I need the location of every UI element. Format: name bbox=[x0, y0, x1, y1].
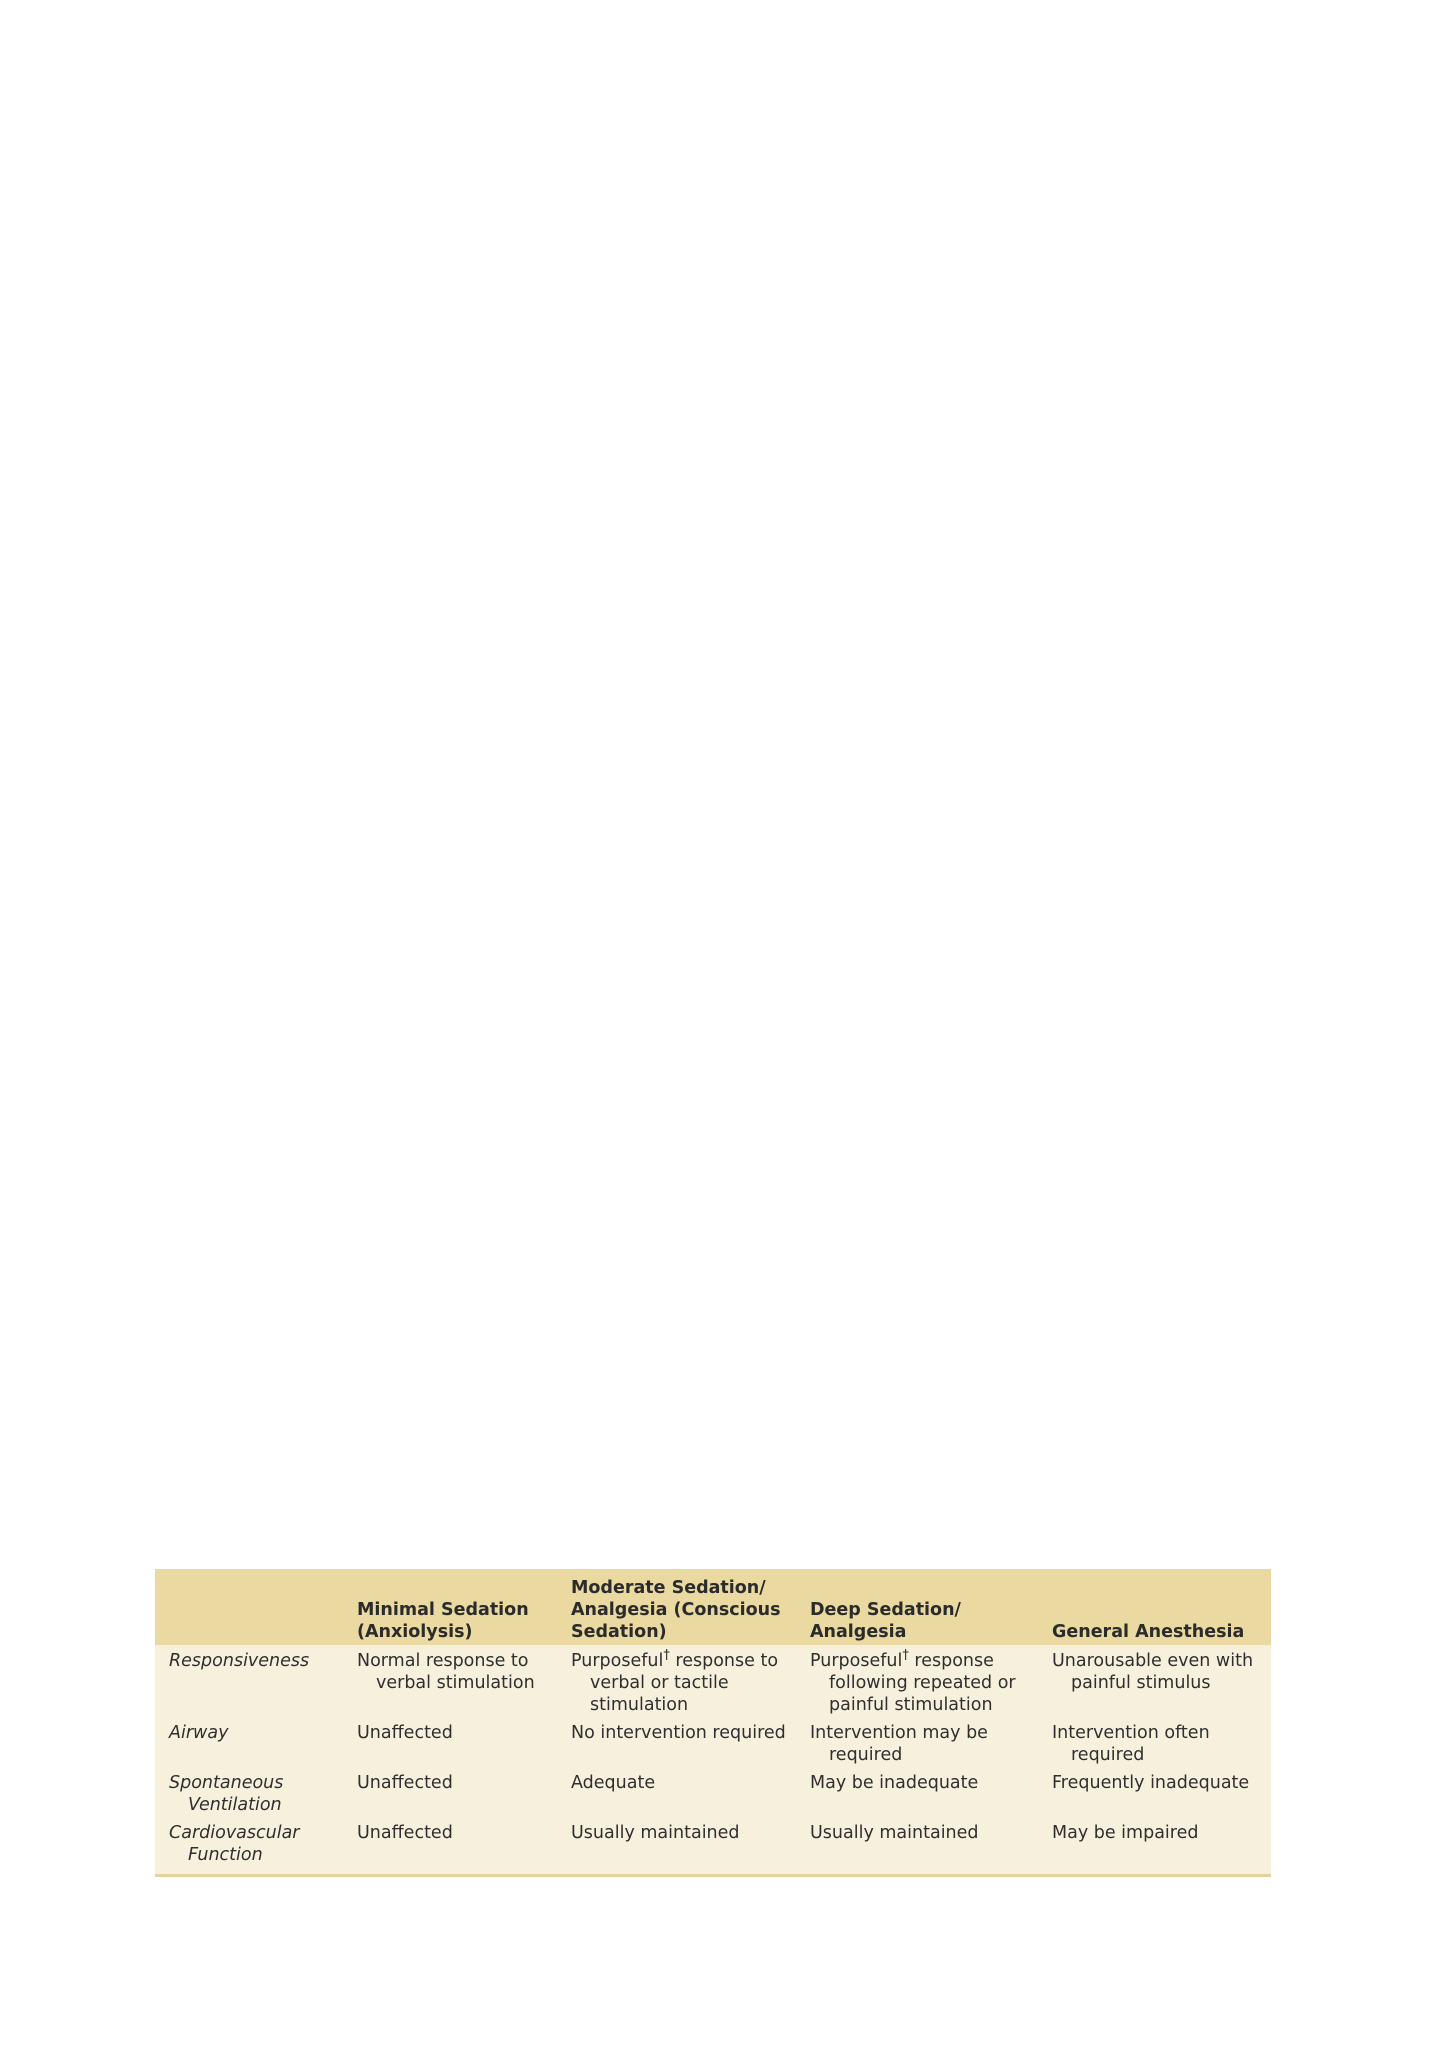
row-label-text: Spontaneous Ventilation bbox=[169, 1773, 284, 1815]
header-empty bbox=[155, 1569, 343, 1645]
header-general-anesthesia: General Anesthesia bbox=[1052, 1622, 1245, 1642]
cell-text: response to verbal or tactile stimulation bbox=[590, 1651, 779, 1715]
cell-text: response following repeated or painful stimulation bbox=[829, 1651, 1016, 1715]
cell-text: Unaffected bbox=[357, 1723, 453, 1743]
cell-deep-airway bbox=[796, 1718, 1038, 1768]
cell-deep-responsiveness bbox=[796, 1645, 1038, 1718]
sedation-levels-table bbox=[155, 1569, 1271, 1877]
header-minimal-sedation: Minimal Sedation (Anxiolysis) bbox=[357, 1600, 529, 1642]
cell-minimal-airway bbox=[343, 1718, 557, 1768]
cell-text-group bbox=[810, 1650, 1032, 1716]
cell-text: Intervention often required bbox=[1052, 1723, 1210, 1765]
cell-text: Purposeful bbox=[571, 1651, 664, 1671]
cell-general-responsiveness bbox=[1038, 1645, 1271, 1718]
table-row-responsiveness bbox=[155, 1645, 1271, 1718]
cell-text: Unaffected bbox=[357, 1773, 453, 1793]
row-label-responsiveness bbox=[155, 1645, 343, 1718]
row-label-cardiovascular-function bbox=[155, 1818, 343, 1876]
header-row bbox=[155, 1569, 1271, 1645]
cell-text: Frequently inadequate bbox=[1052, 1773, 1250, 1793]
cell-text-group bbox=[571, 1650, 790, 1716]
row-label-text: Cardiovascular Function bbox=[169, 1823, 300, 1865]
dagger-footnote-mark: † bbox=[663, 1648, 670, 1663]
cell-general-cardiovascular bbox=[1038, 1818, 1271, 1876]
cell-text: May be inadequate bbox=[810, 1773, 979, 1793]
cell-text: Usually maintained bbox=[810, 1823, 979, 1843]
cell-general-ventilation bbox=[1038, 1768, 1271, 1818]
cell-general-airway bbox=[1038, 1718, 1271, 1768]
cell-minimal-ventilation bbox=[343, 1768, 557, 1818]
cell-text: Intervention may be required bbox=[810, 1723, 988, 1765]
row-label-spontaneous-ventilation bbox=[155, 1768, 343, 1818]
cell-minimal-cardiovascular bbox=[343, 1818, 557, 1876]
cell-moderate-cardiovascular bbox=[557, 1818, 796, 1876]
cell-text: Adequate bbox=[571, 1773, 656, 1793]
cell-moderate-responsiveness bbox=[557, 1645, 796, 1718]
cell-text: Purposeful bbox=[810, 1651, 903, 1671]
table-header bbox=[155, 1569, 1271, 1645]
table-row-cardiovascular-function bbox=[155, 1818, 1271, 1876]
cell-minimal-responsiveness bbox=[343, 1645, 557, 1718]
table-row-spontaneous-ventilation bbox=[155, 1768, 1271, 1818]
cell-moderate-airway bbox=[557, 1718, 796, 1768]
header-deep-sedation: Deep Sedation/ Analgesia bbox=[810, 1600, 961, 1642]
cell-text: May be impaired bbox=[1052, 1823, 1199, 1843]
row-label-text: Airway bbox=[169, 1723, 229, 1743]
cell-text: Usually maintained bbox=[571, 1823, 740, 1843]
header-moderate-sedation: Moderate Sedation/ Analgesia (Conscious Sedation) bbox=[571, 1578, 781, 1642]
table-row-airway bbox=[155, 1718, 1271, 1768]
cell-moderate-ventilation bbox=[557, 1768, 796, 1818]
cell-text: Unarousable even with painful stimulus bbox=[1052, 1651, 1254, 1693]
cell-text: Unaffected bbox=[357, 1823, 453, 1843]
cell-text: Normal response to verbal stimulation bbox=[357, 1651, 535, 1693]
row-label-airway bbox=[155, 1718, 343, 1768]
row-label-text: Responsiveness bbox=[169, 1651, 310, 1671]
table-body bbox=[155, 1645, 1271, 1876]
cell-deep-ventilation bbox=[796, 1768, 1038, 1818]
cell-text: No intervention required bbox=[571, 1723, 786, 1743]
dagger-footnote-mark: † bbox=[902, 1648, 909, 1663]
cell-deep-cardiovascular bbox=[796, 1818, 1038, 1876]
